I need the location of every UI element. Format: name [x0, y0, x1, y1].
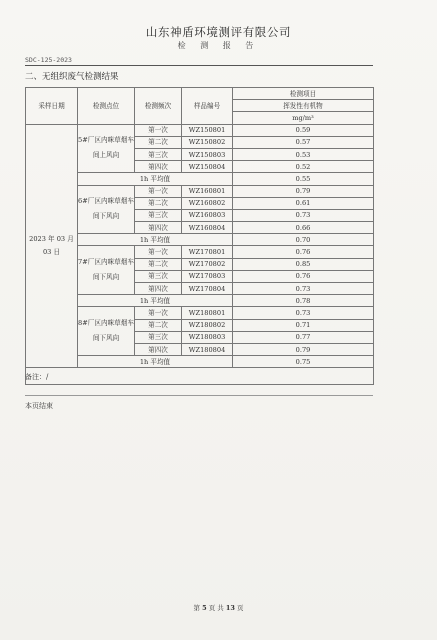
average-value: 0.75	[233, 356, 374, 368]
footer-total-pages: 13	[225, 604, 235, 612]
sample-id-cell: WZ180804	[182, 343, 233, 355]
sample-id-cell: WZ150803	[182, 148, 233, 160]
section-title: 二、无组织废气检测结果	[25, 72, 119, 82]
frequency-cell: 第四次	[135, 283, 182, 295]
frequency-cell: 第三次	[135, 331, 182, 343]
value-cell: 0.73	[233, 209, 374, 221]
sample-id-cell: WZ160804	[182, 222, 233, 234]
document-number: SDC-125-2023	[25, 56, 72, 64]
header-unit: mg/m³	[233, 112, 374, 124]
sample-id-cell: WZ160801	[182, 185, 233, 197]
header-point: 检测点位	[78, 88, 135, 125]
remarks-cell	[26, 368, 374, 385]
average-label: 1h 平均值	[78, 173, 233, 185]
value-cell: 0.73	[233, 307, 374, 319]
sample-id-cell: WZ170804	[182, 283, 233, 295]
value-cell: 0.53	[233, 148, 374, 160]
results-table	[25, 87, 374, 385]
value-cell: 0.85	[233, 258, 374, 270]
frequency-cell: 第三次	[135, 148, 182, 160]
frequency-cell: 第二次	[135, 258, 182, 270]
footer-mid: 页 共	[208, 604, 224, 612]
sample-id-cell: WZ170802	[182, 258, 233, 270]
monitoring-point: 8#厂区内咪草烟车间下风向	[78, 307, 135, 356]
sample-id-cell: WZ160803	[182, 209, 233, 221]
average-label: 1h 平均值	[78, 295, 233, 307]
monitoring-point: 6#厂区内咪草烟车间下风向	[78, 185, 135, 234]
frequency-cell: 第二次	[135, 136, 182, 148]
value-cell: 0.52	[233, 161, 374, 173]
footer-suffix: 页	[236, 604, 244, 612]
header-freq: 检测频次	[135, 88, 182, 125]
sample-id-cell: WZ180803	[182, 331, 233, 343]
frequency-cell: 第一次	[135, 185, 182, 197]
table-row	[26, 246, 374, 258]
average-row	[26, 356, 374, 368]
frequency-cell: 第三次	[135, 270, 182, 282]
frequency-cell: 第一次	[135, 124, 182, 136]
value-cell: 0.73	[233, 283, 374, 295]
remarks-row	[26, 368, 374, 385]
sample-id-cell: WZ180801	[182, 307, 233, 319]
sample-id-cell: WZ160802	[182, 197, 233, 209]
average-row	[26, 173, 374, 185]
report-title: 检 测 报 告	[177, 41, 260, 50]
value-cell: 0.61	[233, 197, 374, 209]
frequency-cell: 第四次	[135, 222, 182, 234]
value-cell: 0.59	[233, 124, 374, 136]
frequency-cell: 第四次	[135, 161, 182, 173]
header-rule	[25, 65, 373, 66]
remarks: 备注：/	[25, 372, 49, 381]
average-value: 0.78	[233, 295, 374, 307]
header-item: 检测项目	[233, 88, 374, 100]
header-sample: 样品编号	[182, 88, 233, 125]
average-value: 0.55	[233, 173, 374, 185]
sample-id-cell: WZ150802	[182, 136, 233, 148]
page-footer	[0, 603, 437, 612]
note-rule	[25, 395, 373, 396]
frequency-cell: 第二次	[135, 197, 182, 209]
value-cell: 0.76	[233, 270, 374, 282]
value-cell: 0.79	[233, 343, 374, 355]
average-row	[26, 234, 374, 246]
sampling-date: 2023 年 03 月 03 日	[26, 124, 78, 368]
frequency-cell: 第二次	[135, 319, 182, 331]
header-analyte: 挥发性有机物	[233, 100, 374, 112]
average-label: 1h 平均值	[78, 356, 233, 368]
value-cell: 0.79	[233, 185, 374, 197]
monitoring-point: 5#厂区内咪草烟车间上风向	[78, 124, 135, 173]
sample-id-cell: WZ170803	[182, 270, 233, 282]
frequency-cell: 第四次	[135, 343, 182, 355]
average-label: 1h 平均值	[78, 234, 233, 246]
footer-page-number: 5	[202, 604, 207, 612]
table-row	[26, 307, 374, 319]
table-row	[26, 124, 374, 136]
value-cell: 0.66	[233, 222, 374, 234]
footer-prefix: 第	[193, 604, 201, 612]
table-row	[26, 185, 374, 197]
average-row	[26, 295, 374, 307]
monitoring-point: 7#厂区内咪草烟车间下风向	[78, 246, 135, 295]
value-cell: 0.57	[233, 136, 374, 148]
header-date: 采样日期	[26, 88, 78, 125]
frequency-cell: 第一次	[135, 246, 182, 258]
frequency-cell: 第一次	[135, 307, 182, 319]
value-cell: 0.77	[233, 331, 374, 343]
sample-id-cell: WZ180802	[182, 319, 233, 331]
value-cell: 0.71	[233, 319, 374, 331]
sample-id-cell: WZ170801	[182, 246, 233, 258]
value-cell: 0.76	[233, 246, 374, 258]
sample-id-cell: WZ150804	[182, 161, 233, 173]
average-value: 0.70	[233, 234, 374, 246]
sample-id-cell: WZ150801	[182, 124, 233, 136]
page-end-text: 本页结束	[25, 401, 53, 410]
frequency-cell: 第三次	[135, 209, 182, 221]
company-name: 山东神盾环境测评有限公司	[145, 25, 292, 39]
